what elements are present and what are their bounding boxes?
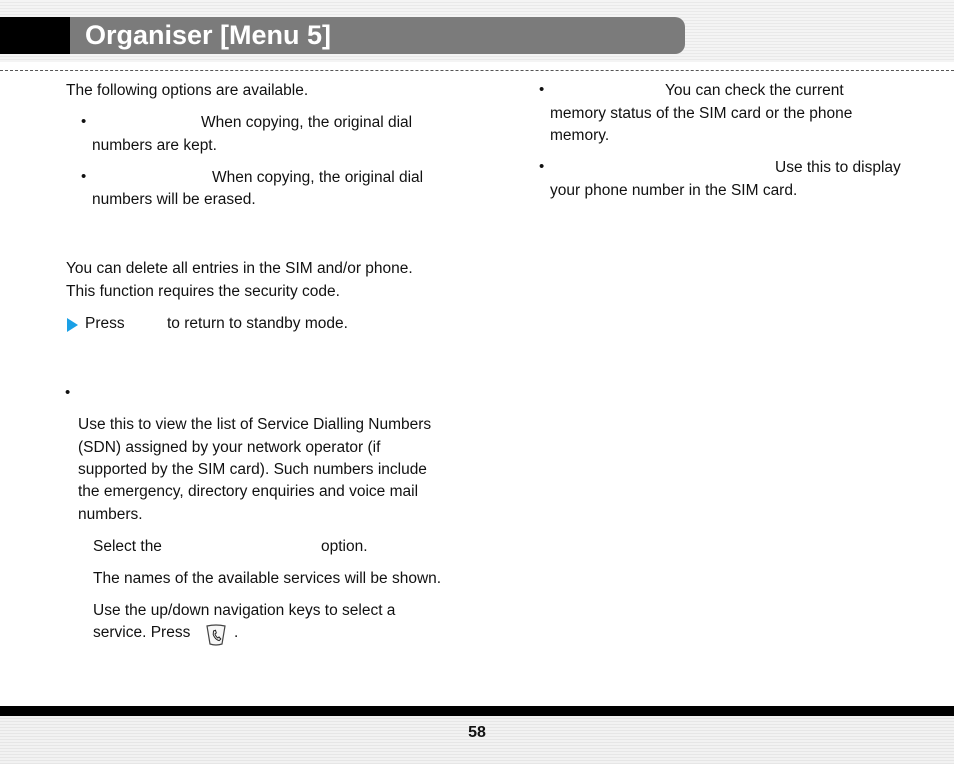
- sdn-text-line2: (SDN) assigned by your network operator (if: [78, 439, 381, 456]
- memory-desc-line2: memory status of the SIM card or the phone: [550, 105, 853, 122]
- sdn-text-line4: the emergency, directory enquiries and voice mail: [78, 483, 419, 500]
- step1-before: Select the: [93, 538, 162, 555]
- option1-desc-line2: numbers are kept.: [92, 137, 217, 154]
- option1-desc-line1: When copying, the original dial: [201, 114, 413, 131]
- page-title: Organiser [Menu 5]: [85, 20, 332, 50]
- title-tab-marker: [0, 17, 70, 54]
- option2-desc-line2: numbers will be erased.: [92, 191, 256, 208]
- bullet-icon: •: [539, 81, 545, 98]
- bullet-icon: •: [65, 384, 71, 401]
- header-divider: [0, 70, 954, 71]
- delete-text-line2: This function requires the security code.: [66, 283, 340, 300]
- page-number: 58: [468, 724, 486, 741]
- bullet-icon: •: [81, 168, 87, 185]
- step3-line2: service. Press: [93, 624, 191, 641]
- sdn-text-line3: supported by the SIM card). Such numbers include: [78, 461, 427, 478]
- footer-bar: [0, 706, 954, 716]
- option2-desc-line1: When copying, the original dial: [212, 169, 424, 186]
- sdn-text-line1: Use this to view the list of Service Dialling Numbers: [78, 416, 432, 433]
- step1-after: option.: [321, 538, 368, 555]
- own-number-desc-line2: your phone number in the SIM card.: [550, 182, 798, 199]
- send-key-icon: [204, 623, 228, 647]
- step3-end: .: [234, 624, 239, 641]
- press-label: Press: [85, 315, 125, 332]
- sdn-text-line5: numbers.: [78, 506, 143, 523]
- memory-desc-line3: memory.: [550, 127, 610, 144]
- delete-text-line1: You can delete all entries in the SIM and/or phone.: [66, 260, 413, 277]
- memory-desc-line1: You can check the current: [665, 82, 844, 99]
- arrow-right-icon: [67, 318, 78, 332]
- step2-text: The names of the available services will be shown.: [93, 570, 442, 587]
- title-bar: [70, 17, 685, 54]
- step3-line1: Use the up/down navigation keys to select a: [93, 602, 396, 619]
- bullet-icon: •: [81, 113, 87, 130]
- bullet-icon: •: [539, 158, 545, 175]
- press-instruction: to return to standby mode.: [167, 315, 348, 332]
- intro-text: The following options are available.: [66, 82, 309, 99]
- own-number-desc-line1: Use this to display: [775, 159, 901, 176]
